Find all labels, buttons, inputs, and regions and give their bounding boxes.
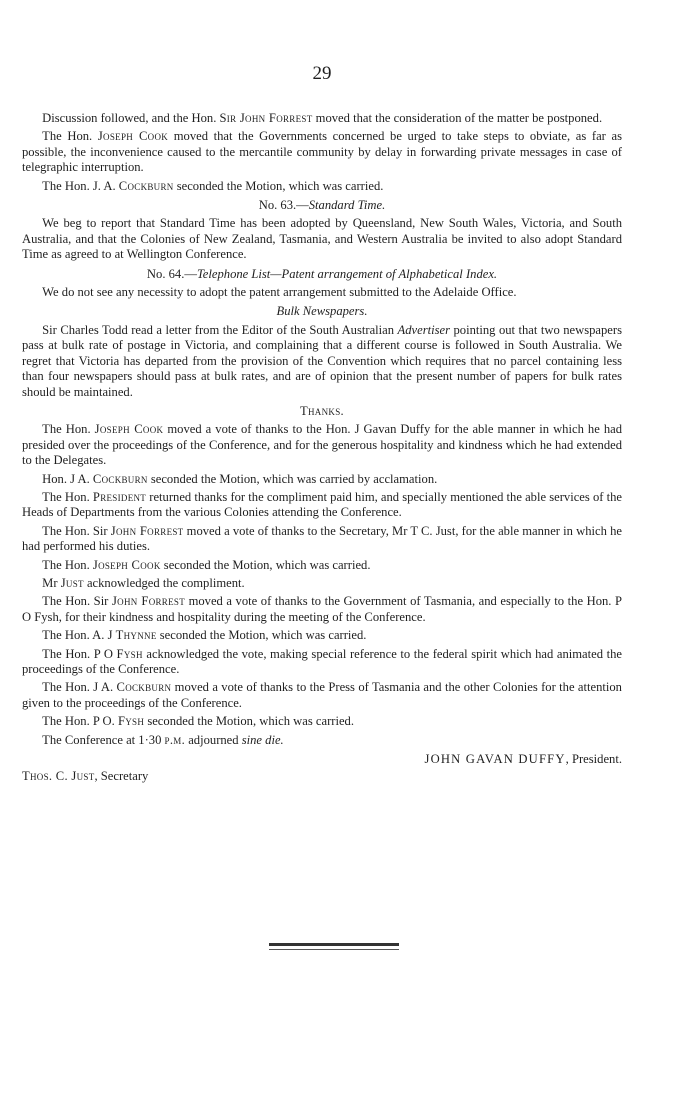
text: returned thanks for the compliment paid him, and specially mentioned the able services of the Heads of Departments from the various Colonies attending the Conference. [22,489,622,520]
text: The Hon. A. J [42,628,116,643]
name-small-caps: John Forrest [111,594,186,609]
heading-italic: Standard Time. [308,198,386,213]
name-small-caps: Cockburn [116,680,172,695]
name-small-caps: Just [60,575,84,590]
paragraph-telegraphic [22,129,622,175]
text: Sir Charles Todd read a letter from the Editor of the South Australian [42,322,398,337]
paragraph-postponed [22,111,622,126]
name-small-caps: Joseph Cook [92,557,161,572]
text: moved that the Governments concerned be urged to take steps to obviate, as far as possible, the inconvenience caused to the mercantile community by delay in forwarding private messages in case of telegraphic interruption. [22,129,622,175]
text: The Hon. P O. [42,714,118,729]
text: The Hon. J A. [42,680,117,695]
document-page [22,0,622,785]
text: moved a vote of thanks to the Hon. J Gavan Duffy for the able manner in which he had presided over the proceedings of the Conference, and for the generous hospitality and kindness which he had extended to the Delegates. [22,422,623,468]
paragraph-thanks-secretary [22,524,622,555]
name-small-caps: Joseph Cook [94,422,164,437]
text: moved a vote of thanks to the Press of Tasmania and the other Colonies for the attention given to the proceedings of the Conference. [22,680,622,710]
text: The Hon. [42,557,93,572]
name-small-caps: Joseph Cook [97,129,169,144]
text: The Hon. [42,129,98,144]
name-small-caps: President [92,489,147,504]
president-title: , President. [565,752,622,767]
end-rule-thick [269,943,399,946]
text: seconded the Motion, which was carried. [173,178,384,193]
paragraph-seconded [22,179,622,194]
heading-no-63 [22,198,622,213]
text: The Hon. P O [42,646,117,661]
text: moved a vote of thanks to the Government of Tasmania, and especially to the Hon. P O Fysh, for their kindness and hospitality during the meeting of the Conference. [22,594,622,624]
paragraph-thanks-duffy [22,422,622,468]
text: The Hon. Sir [42,594,112,609]
text: The Conference at 1·30 [42,732,165,747]
page-number: 29 [312,63,332,84]
time-marker: p.m. [164,732,186,747]
name-small-caps: Sir John Forrest [219,111,313,125]
latin-phrase: sine die. [241,732,284,747]
text: adjourned [185,732,242,747]
signature [22,752,622,767]
paragraph-thanks-tasmania [22,594,622,625]
text: The Hon. [42,489,93,504]
paragraph-thynne [22,628,622,643]
paragraph-acclamation [22,472,622,487]
paragraph-adjourned [22,733,622,748]
name-small-caps: Fysh [116,646,143,661]
heading-no-64 [22,267,622,282]
text: Hon. J A. [42,471,93,486]
text: Discussion followed, and the Hon. [42,111,220,125]
name-small-caps: Thynne [115,628,157,643]
paragraph-fysh-ack [22,647,622,678]
paragraph-cook-seconded [22,558,622,573]
heading-bulk-newspapers: Bulk Newspapers. [276,304,368,319]
secretary-name: Thos. C. Just [22,769,95,784]
text: moved a vote of thanks to the Secretary, Mr T C. Just, for the able manner in which he had performed his duties. [22,523,622,554]
text: seconded the Motion, which was carried. [160,557,371,572]
paragraph-press [22,680,622,711]
text: pointing out that two newspapers pass at bulk rate of postage in Victoria, and complaining that a different course is followed in South Australia. We regret that Victoria has departed from the provision of the Convention which requires that no parcel containing less than four newspapers should pass at bulk rates, and are of opinion that the present number of papers for bulk rates should be maintained. [22,322,622,399]
paragraph-standard-time: We beg to report that Standard Time has been adopted by Queensland, New South Wales, Victoria, and South Australia, and that the Colonies of New Zealand, Tasmania, and Western Australia be invited to also adopt Standard Time as agreed to at Wellington Conference. [22,216,622,262]
heading-italic: Telephone List—Patent arrangement of Alphabetical Index. [196,266,498,281]
text: The Hon. [42,422,95,437]
text: No. 64.— [146,266,197,281]
text: seconded the Motion, which was carried. [144,714,355,729]
text: No. 63.— [258,198,309,213]
paragraph-president [22,490,622,521]
text: The Hon. Sir [42,523,111,538]
president-name: JOHN GAVAN DUFFY [424,752,566,767]
paragraph-fysh-seconded [22,714,622,729]
paragraph-bulk [22,323,622,400]
name-small-caps: John Forrest [110,523,184,538]
end-rule-thin [269,949,399,950]
text: moved that the consideration of the matter be postponed. [312,111,603,125]
name-small-caps: Fysh [117,714,145,729]
text: acknowledged the compliment. [83,575,245,590]
text: Mr [42,575,61,590]
newspaper-title: Advertiser [397,322,450,337]
text: seconded the Motion, which was carried. [156,628,367,643]
secretary-signature [22,769,622,784]
text: acknowledged the vote, making special reference to the federal spirit which had animated the proceedings of the Conference. [22,646,622,676]
secretary-title: , Secretary [94,769,149,784]
name-small-caps: Cockburn [92,471,148,486]
text: seconded the Motion, which was carried by acclamation. [147,471,438,486]
paragraph-just [22,576,622,591]
paragraph-patent: We do not see any necessity to adopt the patent arrangement submitted to the Adelaide Office. [42,285,517,300]
heading-thanks: Thanks. [300,403,344,418]
name-small-caps: Cockburn [118,178,174,193]
text: The Hon. J. A. [42,178,119,193]
